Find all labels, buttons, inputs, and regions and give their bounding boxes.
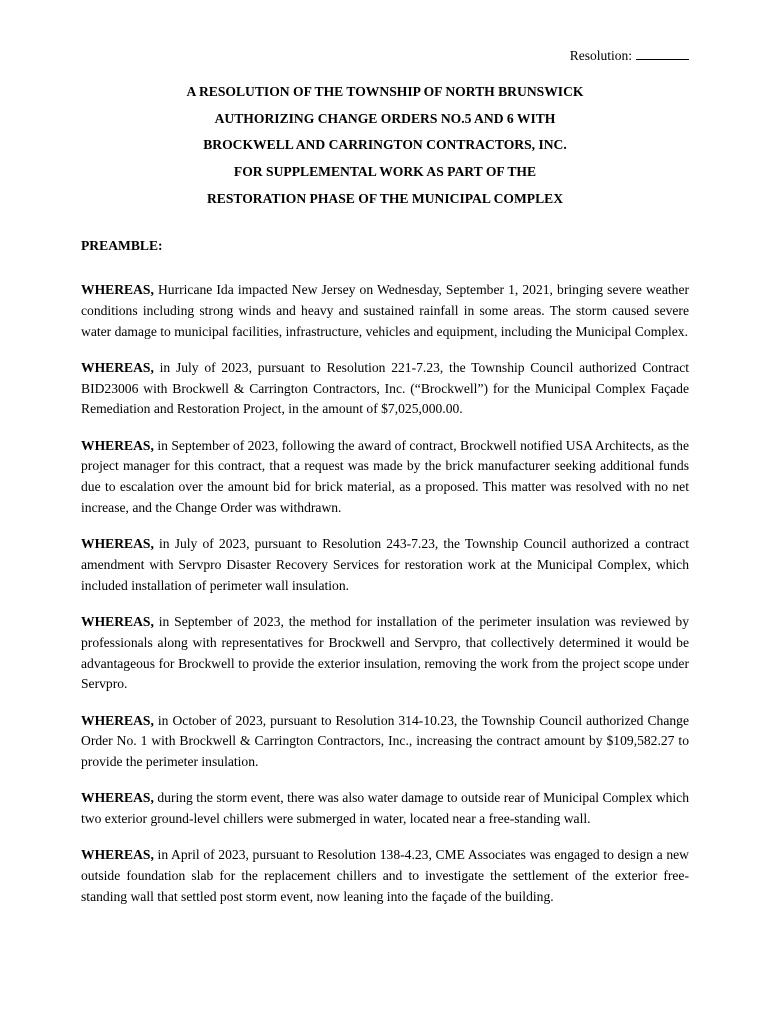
clause-text: in July of 2023, pursuant to Resolution 243-7.23, the Township Council authorized a contract amendment with Servpro Disaster Recovery Services for restoration work at the Municipal Complex, which included installation of perimeter wall insulation. [81, 536, 689, 593]
clause-lead: WHEREAS, [81, 359, 154, 375]
whereas-clauses [81, 280, 689, 923]
clause-text: during the storm event, there was also water damage to outside rear of Municipal Complex which two exterior ground-level chillers were submerged in water, located near a free-standing wall. [81, 790, 689, 827]
clause-text: Hurricane Ida impacted New Jersey on Wednesday, September 1, 2021, bringing severe weather conditions including strong winds and heavy and sustained rainfall in some areas. The storm caused severe water damage to municipal facilities, infrastructure, vehicles and equipment, including the Municipal Complex. [81, 282, 689, 339]
clause-text: in July of 2023, pursuant to Resolution 221-7.23, the Township Council authorized Contract BID23006 with Brockwell & Carrington Contractors, Inc. (“Brockwell”) for the Municipal Complex Façade Remediation and Restoration Project, in the amount of $7,025,000.00. [81, 359, 689, 417]
clause-lead: WHEREAS, [81, 613, 154, 629]
whereas-clause [81, 845, 689, 907]
resolution-title [81, 79, 689, 213]
whereas-clause [81, 534, 689, 596]
preamble-heading: PREAMBLE: [81, 238, 163, 253]
resolution-label: Resolution: [569, 48, 632, 63]
clause-lead: WHEREAS, [81, 437, 154, 453]
whereas-clause [81, 280, 689, 342]
resolution-number-line [570, 47, 689, 65]
document-page [81, 0, 689, 1024]
clause-lead: WHEREAS, [81, 282, 154, 297]
clause-lead: WHEREAS, [81, 847, 154, 863]
whereas-clause [81, 788, 689, 830]
title-line: A RESOLUTION OF THE TOWNSHIP OF NORTH BRUNSWICK [186, 84, 584, 99]
whereas-clause [81, 711, 689, 773]
clause-text: in October of 2023, pursuant to Resolution 314-10.23, the Township Council authorized Change Order No. 1 with Brockwell & Carrington Contractors, Inc., increasing the contract amount by $109,582.27 to provide the perimeter insulation. [81, 712, 689, 770]
whereas-clause [81, 358, 689, 420]
clause-text: in September of 2023, following the award of contract, Brockwell notified USA Architects, as the project manager for this contract, that a request was made by the brick manufacturer seeking additional funds due to escalation over the amount bid for brick material, as a proposed. This matter was resolved with no net increase, and the Change Order was withdrawn. [81, 437, 689, 515]
title-line: BROCKWELL AND CARRINGTON CONTRACTORS, INC. [203, 137, 567, 153]
clause-lead: WHEREAS, [81, 536, 154, 552]
title-line: RESTORATION PHASE OF THE MUNICIPAL COMPLEX [206, 190, 564, 206]
title-line: FOR SUPPLEMENTAL WORK AS PART OF THE [233, 164, 537, 180]
clause-text: in September of 2023, the method for installation of the perimeter insulation was reviewed by professionals along with representatives for Brockwell and Servpro, that collectively determined it would be advantageous for Brockwell to provide the exterior insulation, removing the work from the project scope under Servpro. [81, 613, 689, 692]
whereas-clause [81, 436, 689, 519]
title-line: AUTHORIZING CHANGE ORDERS NO.5 AND 6 WITH [214, 110, 556, 126]
clause-lead: WHEREAS, [81, 790, 154, 806]
whereas-clause [81, 612, 689, 695]
resolution-number-blank [636, 47, 689, 60]
clause-lead: WHEREAS, [81, 712, 154, 728]
clause-text: in April of 2023, pursuant to Resolution 138-4.23, CME Associates was engaged to design a new outside foundation slab for the replacement chillers and to investigate the settlement of the exterior free-standing wall that settled post storm event, now leaning into the façade of the building. [81, 847, 689, 904]
